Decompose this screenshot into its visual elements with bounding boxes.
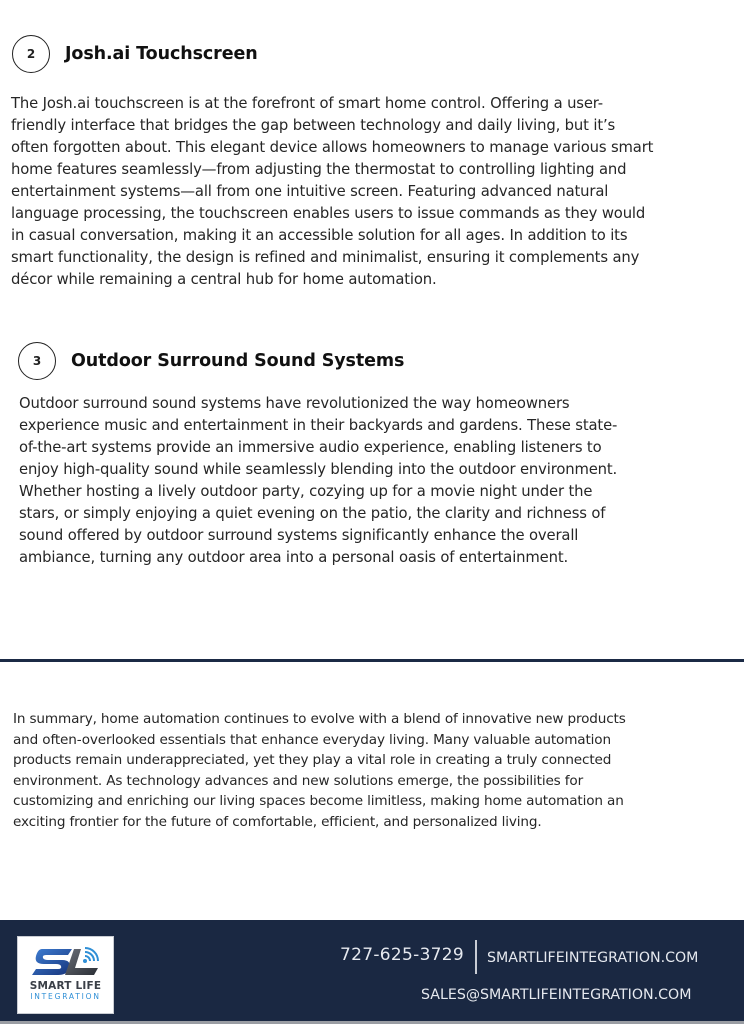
paragraph-line: products remain underappreciated, yet they play a vital role in creating a truly connected [13, 752, 612, 768]
paragraph-line: Whether hosting a lively outdoor party, cozying up for a movie night under the [19, 483, 593, 500]
section-heading-josh-ai [12, 35, 258, 73]
paragraph-line: often forgotten about. This elegant device allows homeowners to manage various smart [11, 139, 654, 156]
section-number-badge [18, 342, 56, 380]
paragraph-line: friendly interface that bridges the gap between technology and daily living, but it’s [11, 117, 616, 134]
section-divider [0, 659, 744, 662]
section-paragraph-josh-ai [11, 93, 653, 291]
paragraph-line: sound offered by outdoor surround systems significantly enhance the overall [19, 527, 579, 544]
paragraph-line: exciting frontier for the future of comfortable, efficient, and personalized living. [13, 813, 542, 830]
paragraph-line: Outdoor surround sound systems have revolutionized the way homeowners [19, 395, 570, 412]
paragraph-line: entertainment systems—all from one intuitive screen. Featuring advanced natural [11, 183, 609, 200]
paragraph-line: and often-overlooked essentials that enhance everyday living. Many valuable automation [13, 731, 611, 748]
section-number: 2 [26, 47, 36, 61]
sl-wifi-logo-icon [28, 943, 104, 981]
paragraph-line: ambiance, turning any outdoor area into a personal oasis of entertainment. [19, 549, 569, 566]
paragraph-line: décor while remaining a central hub for home automation. [11, 271, 437, 288]
paragraph-line: language processing, the touchscreen enables users to issue commands as they would [11, 205, 646, 222]
logo-text-integration: INTEGRATION [30, 992, 101, 1001]
footer-separator [475, 940, 477, 974]
paragraph-line: enjoy high-quality sound while seamlessly blending into the outdoor environment. [19, 461, 618, 478]
paragraph-line: of-the-art systems provide an immersive audio experience, enabling listeners to [19, 439, 602, 456]
section-number: 3 [32, 354, 42, 368]
paragraph-line: stars, or simply enjoying a quiet evening on the patio, the clarity and richness of [19, 505, 606, 522]
footer-email-link[interactable]: SALES@SMARTLIFEINTEGRATION.COM [421, 987, 692, 1003]
section-title: Josh.ai Touchscreen [65, 44, 258, 64]
paragraph-line: customizing and enriching our living spaces become limitless, making home automation an [13, 793, 624, 809]
paragraph-line: home features seamlessly—from adjusting the thermostat to controlling lighting and [11, 161, 627, 178]
section-title: Outdoor Surround Sound Systems [71, 351, 405, 371]
footer-phone[interactable]: 727-625-3729 [340, 945, 465, 965]
paragraph-line: In summary, home automation continues to evolve with a blend of innovative new products [13, 711, 626, 727]
logo-text-smart-life: SMART LIFE [29, 980, 102, 992]
paragraph-line: smart functionality, the design is refined and minimalist, ensuring it complements any [11, 249, 640, 266]
paragraph-line: experience music and entertainment in their backyards and gardens. These state- [19, 417, 618, 434]
footer-website-link[interactable]: SMARTLIFEINTEGRATION.COM [487, 950, 699, 966]
section-number-badge [12, 35, 50, 73]
section-heading-outdoor-sound [18, 342, 404, 380]
paragraph-line: The Josh.ai touchscreen is at the forefront of smart home control. Offering a user- [11, 95, 603, 112]
company-logo [17, 936, 114, 1014]
summary-paragraph [13, 709, 626, 832]
paragraph-line: in casual conversation, making it an accessible solution for all ages. In addition to its [11, 227, 628, 244]
section-paragraph-outdoor-sound [19, 393, 617, 569]
paragraph-line: environment. As technology advances and new solutions emerge, the possibilities for [13, 772, 584, 789]
